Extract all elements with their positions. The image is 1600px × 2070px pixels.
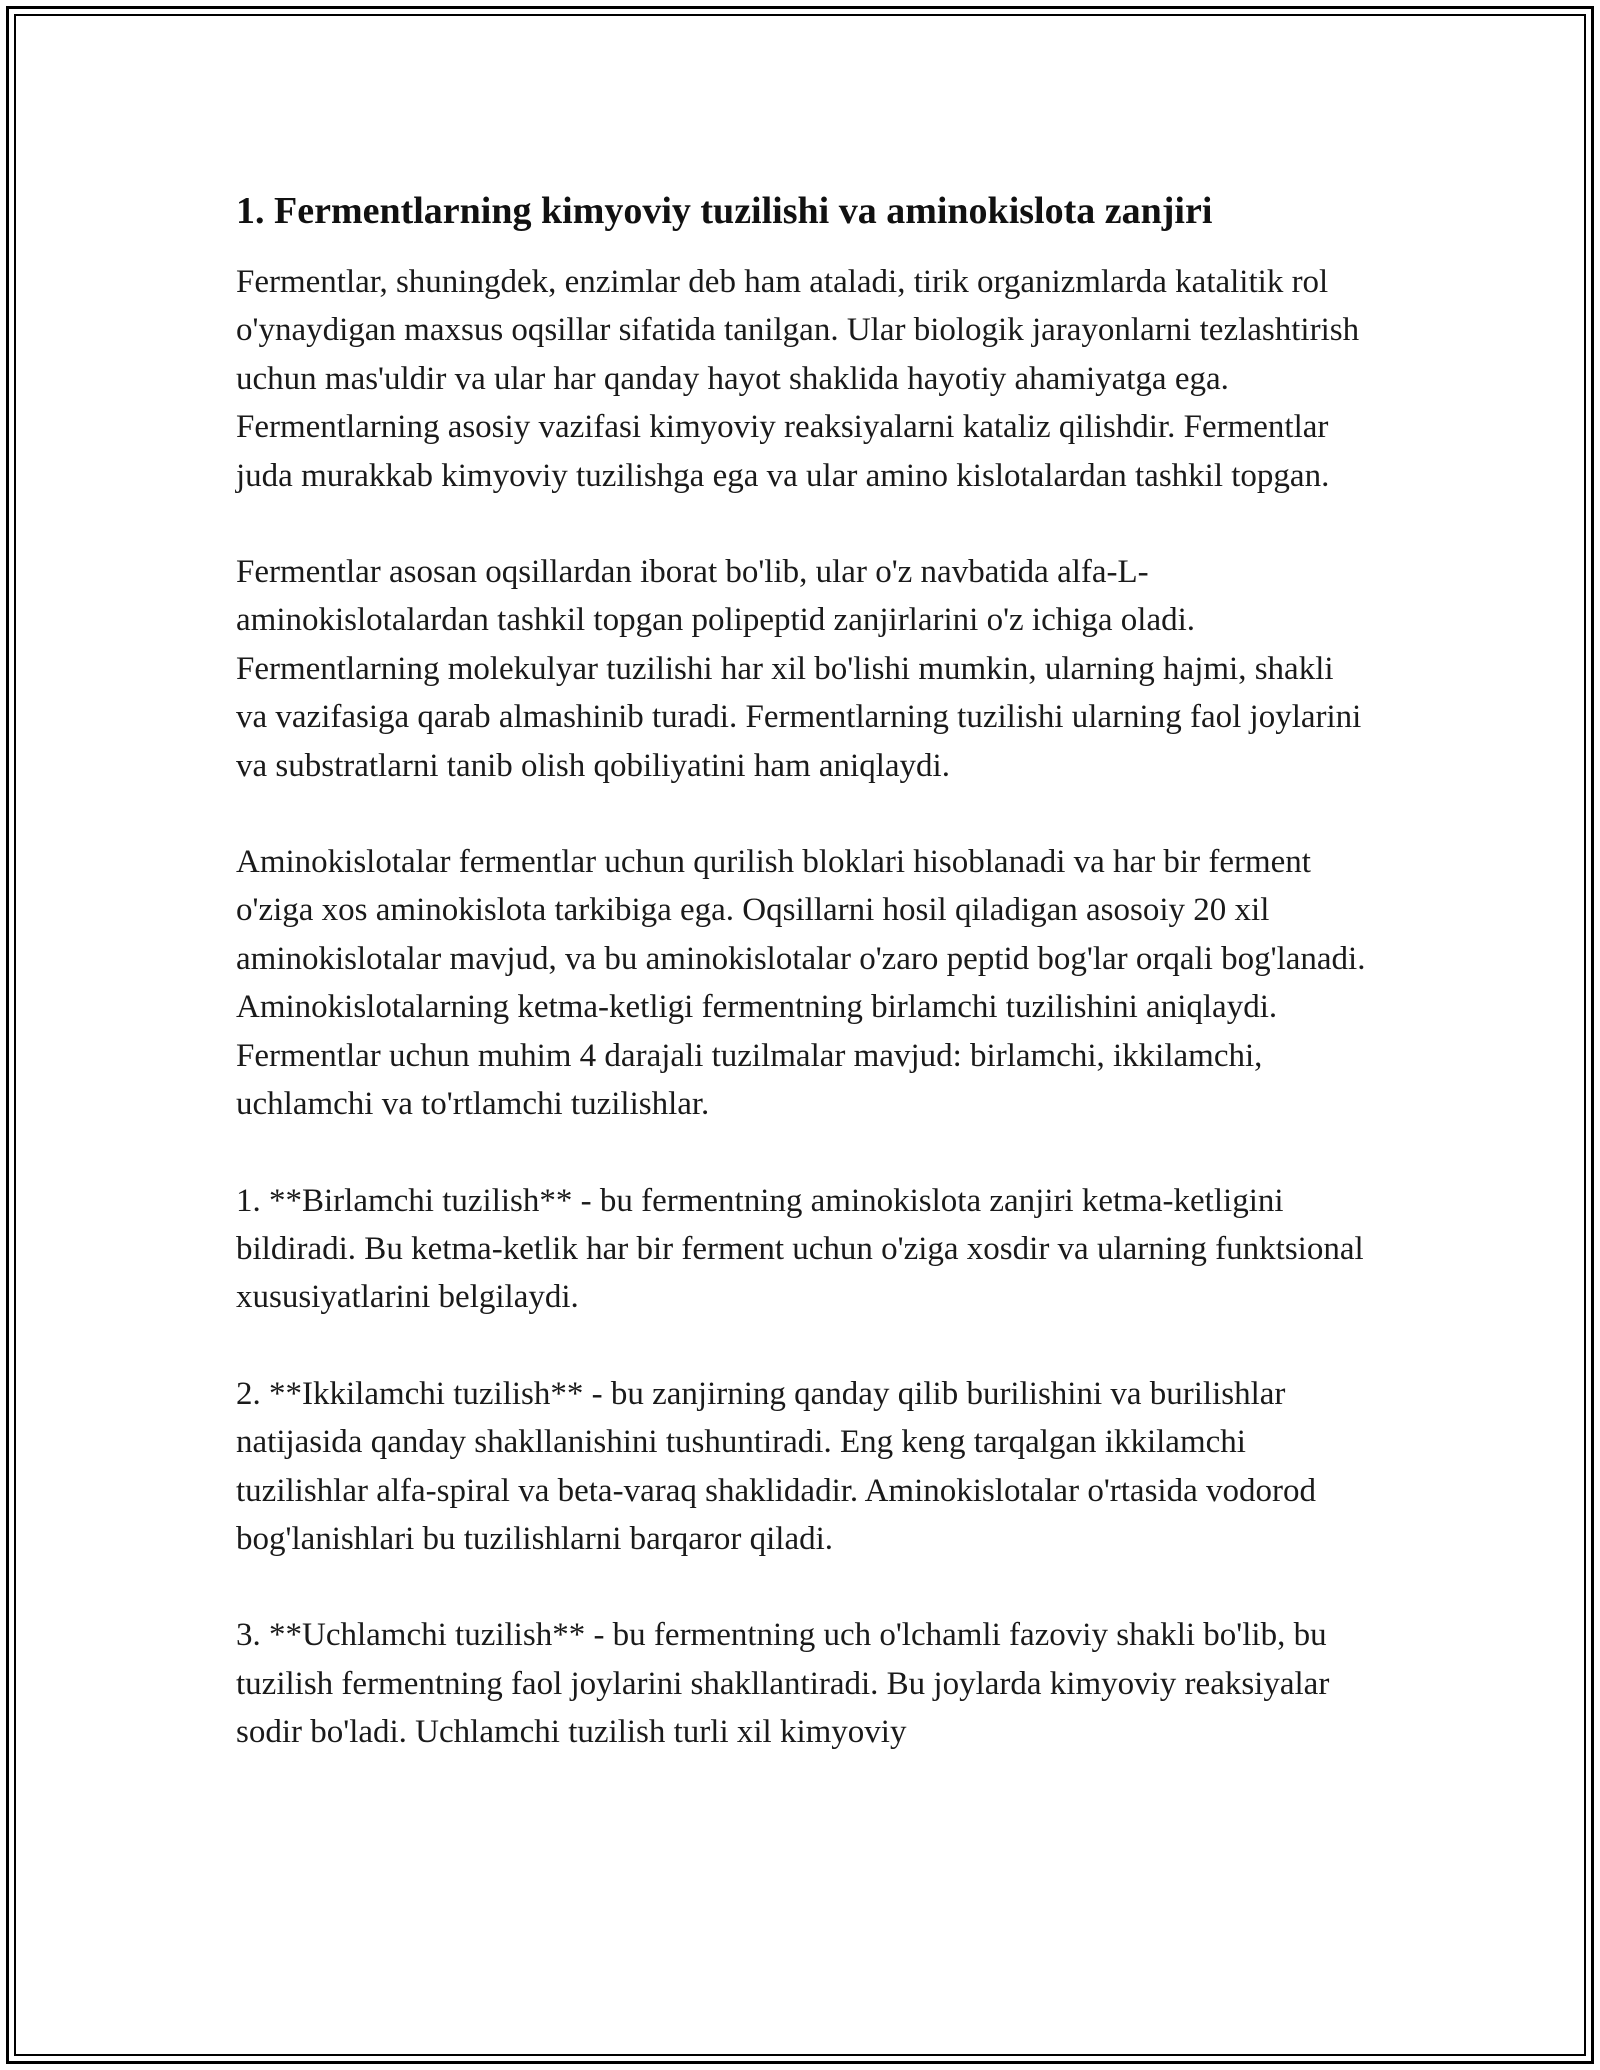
paragraph-composition: Fermentlar asosan oqsillardan iborat bo'lib, ular o'z navbatida alfa-L-aminokislotalardan tashkil topgan polipeptid zanjirlarini o'z ichiga oladi. Fermentlarning molekulyar tuzilishi har xil bo'lishi mumkin, ularning hajmi, shakli va vazifasiga qarab almashinib turadi. Fermentlarning tuzilishi ularning faol joylarini va substratlarni tanib olish qobiliyatini ham aniqlaydi. xyxy=(236,554,1362,784)
section-heading: 1. Fermentlarning kimyoviy tuzilishi va aminokislota zanjiri xyxy=(236,190,1213,232)
paragraph-intro: Fermentlar, shuningdek, enzimlar deb ham ataladi, tirik organizmlarda katalitik rol o'ynaydigan maxsus oqsillar sifatida tanilgan. Ular biologik jarayonlarni tezlashtirish uchun mas'uldir va ular har qanday hayot shaklida hayotiy ahamiyatga ega. Fermentlarning asosiy vazifasi kimyoviy reaksiyalarni kataliz qilishdir. Fermentlar juda murakkab kimyoviy tuzilishga ega va ular amino kislotalardan tashkil topgan. xyxy=(236,264,1360,494)
list-item-primary-structure: 1. **Birlamchi tuzilish** - bu fermentning aminokislota zanjiri ketma-ketligini bildiradi. Bu ketma-ketlik har bir ferment uchun o'ziga xosdir va ularning funktsional xususiyatlarini belgilaydi. xyxy=(236,1182,1364,1316)
paragraph-amino-acids: Aminokislotalar fermentlar uchun qurilish bloklari hisoblanadi va har bir ferment o'ziga xos aminokislota tarkibiga ega. Oqsillarni hosil qiladigan asosoiy 20 xil aminokislotalar mavjud, va bu aminokislotalar o'zaro peptid bog'lar orqali bog'lanadi. Aminokislotalarning ketma-ketligi fermentning birlamchi tuzilishini aniqlaydi. Fermentlar uchun muhim 4 darajali tuzilmalar mavjud: birlamchi, ikkilamchi, uchlamchi va to'rtlamchi tuzilishlar. xyxy=(236,844,1366,1123)
list-item-tertiary-structure: 3. **Uchlamchi tuzilish** - bu fermentning uch o'lchamli fazoviy shakli bo'lib, bu tuzilish fermentning faol joylarini shakllantiradi. Bu joylarda kimyoviy reaksiyalar sodir bo'ladi. Uchlamchi tuzilish turli xil kimyoviy xyxy=(236,1617,1330,1751)
document-body xyxy=(236,186,1366,1805)
list-item-secondary-structure: 2. **Ikkilamchi tuzilish** - bu zanjirning qanday qilib burilishini va burilishlar natijasida qanday shakllanishini tushuntiradi. Eng keng tarqalgan ikkilamchi tuzilishlar alfa-spiral va beta-varaq shaklidadir. Aminokislotalar o'rtasida vodorod bog'lanishlari bu tuzilishlarni barqaror qiladi. xyxy=(236,1375,1316,1557)
